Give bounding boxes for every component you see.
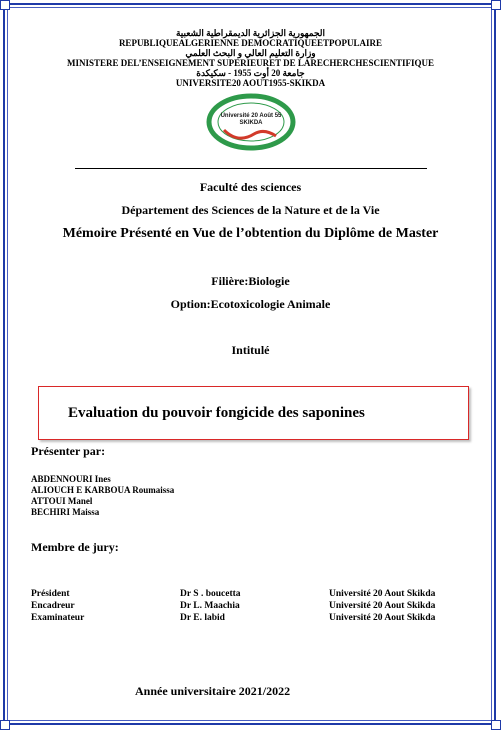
logo-text-city: SKIKDA	[239, 120, 263, 126]
logo-text-university: Université 20 Août 55	[220, 113, 282, 119]
header-arabic-republic: الجمهورية الجزائرية الديمقراطية الشعبية	[175, 28, 326, 38]
corner-ornament-top-left	[0, 0, 10, 10]
presented-by-label: Présenter par:	[31, 444, 106, 458]
jury-affiliation: Université 20 Aout Skikda	[329, 613, 436, 623]
jury-affiliation: Université 20 Aout Skikda	[329, 601, 436, 611]
jury-role: Président	[31, 589, 70, 599]
jury-name: Dr L. Maachia	[180, 601, 240, 611]
jury-name: Dr E. labid	[180, 613, 225, 623]
memoire-statement: Mémoire Présenté en Vue de l’obtention du Diplôme de Master	[62, 226, 439, 241]
thesis-title: Evaluation du pouvoir fongicide des saponines	[68, 405, 365, 421]
jury-role: Encadreur	[31, 601, 75, 611]
academic-year: Année universitaire 2021/2022	[135, 684, 291, 698]
jury-role: Examinateur	[31, 613, 85, 623]
faculty-name: Faculté des sciences	[199, 180, 302, 194]
student-name: ABDENNOURI Ines	[31, 474, 111, 484]
student-name: BECHIRI Maissa	[31, 507, 100, 517]
jury-affiliation: Université 20 Aout Skikda	[329, 589, 436, 599]
header-republic: REPUBLIQUEALGERIENNE DEMOCRATIQUEETPOPULAIRE	[118, 38, 383, 48]
corner-ornament-top-right	[491, 0, 501, 10]
option-label: Option:Ecotoxicologie Animale	[170, 297, 331, 311]
filiere-label: Filière:Biologie	[211, 274, 290, 288]
student-name: ALIOUCH E KARBOUA Roumaissa	[31, 485, 175, 495]
intitule-label: Intitulé	[231, 343, 270, 357]
header-arabic-university: جامعة 20 أوت 1955 - سكيكدة	[196, 68, 305, 78]
student-name: ATTOUI Manel	[31, 496, 93, 506]
header-ministry: MINISTERE DEL’ENSEIGNEMENT SUPERIEURET DE LARECHERCHESCIENTIFIQUE	[67, 58, 434, 68]
department-name: Département des Sciences de la Nature et de la Vie	[121, 203, 380, 217]
header-university: UNIVERSITE20 AOUT1955-SKIKDA	[175, 78, 326, 88]
jury-name: Dr S . boucetta	[180, 589, 241, 599]
header-divider	[75, 168, 427, 169]
corner-ornament-bottom-right	[491, 720, 501, 730]
jury-label: Membre de jury:	[31, 540, 119, 554]
university-logo	[206, 92, 296, 152]
header-arabic-ministry: وزارة التعليم العالي و البحث العلمي	[185, 48, 316, 58]
corner-ornament-bottom-left	[0, 720, 10, 730]
